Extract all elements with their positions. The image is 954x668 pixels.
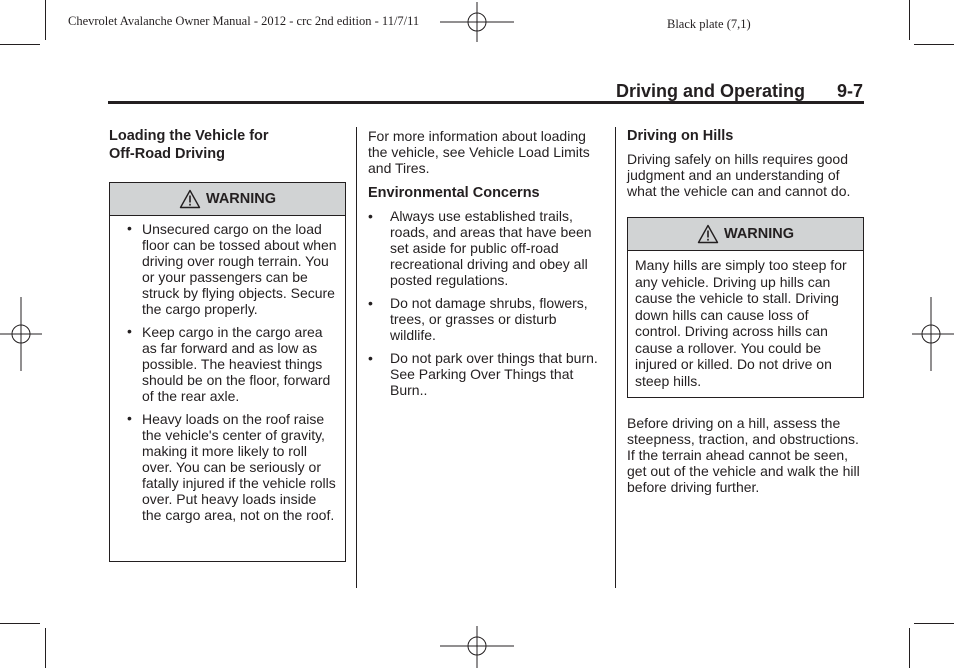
warning-header bbox=[628, 218, 863, 251]
list-item-text: Heavy loads on the roof raise the vehicle's center of gravity, making it more likely to roll over. You can be seriously or fatally injured if the vehicle rolls over. Put heavy loads inside the cargo area, not on the roof. bbox=[142, 411, 336, 523]
warning-list bbox=[110, 216, 345, 523]
section-heading bbox=[109, 127, 347, 163]
crop-mark bbox=[914, 623, 954, 624]
registration-mark-top bbox=[440, 2, 514, 42]
list-item bbox=[127, 220, 337, 317]
hills-intro: Driving safely on hills requires good judgment and an understanding of what the vehicle can and cannot do. bbox=[627, 151, 851, 199]
registration-mark-right bbox=[912, 297, 954, 371]
list-item-text: Do not park over things that burn. See Parking Over Things that Burn.. bbox=[390, 350, 598, 398]
manual-info: Chevrolet Avalanche Owner Manual - 2012 - crc 2nd edition - 11/7/11 bbox=[68, 14, 420, 28]
plate-label: Black plate (7,1) bbox=[667, 17, 751, 31]
column-1 bbox=[109, 127, 347, 562]
warning-box bbox=[109, 182, 346, 562]
list-item bbox=[127, 323, 337, 404]
list-item bbox=[368, 350, 604, 398]
crop-mark bbox=[45, 628, 46, 668]
crop-mark bbox=[0, 623, 40, 624]
heading-line: Loading the Vehicle for bbox=[109, 128, 269, 144]
bullet-icon: • bbox=[368, 295, 373, 311]
list-item-text: Do not damage shrubs, flowers, trees, or grasses or disturb wildlife. bbox=[390, 295, 588, 343]
section-heading: Environmental Concerns bbox=[368, 185, 540, 201]
registration-mark-left bbox=[0, 297, 42, 371]
section-header bbox=[616, 81, 863, 102]
page-number: 9-7 bbox=[836, 81, 863, 101]
warning-label: WARNING bbox=[723, 226, 795, 242]
hills-outro: Before driving on a hill, assess the steepness, traction, and obstructions. If the terrain ahead cannot be seen, get out of the vehicle and walk the hill before driving further. bbox=[627, 415, 860, 495]
crop-mark bbox=[909, 628, 910, 668]
crop-mark bbox=[909, 0, 910, 40]
list-item-text: Always use established trails, roads, and areas that have been set aside for public off-road recreational driving and obey all posted regulations. bbox=[390, 208, 592, 288]
list-item bbox=[368, 295, 604, 343]
section-title: Driving and Operating bbox=[615, 81, 805, 101]
warning-header bbox=[110, 183, 345, 216]
list-item bbox=[127, 410, 337, 523]
warning-icon bbox=[697, 224, 719, 244]
list-item bbox=[368, 208, 604, 288]
bullet-icon: • bbox=[368, 350, 373, 366]
crop-mark bbox=[0, 44, 40, 45]
column-divider bbox=[356, 127, 357, 588]
registration-mark-bottom bbox=[440, 626, 514, 668]
environmental-list bbox=[368, 208, 604, 398]
column-2 bbox=[368, 128, 604, 398]
list-item-text: Unsecured cargo on the load floor can be tossed about when driving over rough terrain. You or your passengers can be struck by flying objects. Secure the cargo properly. bbox=[142, 221, 337, 317]
warning-icon bbox=[179, 189, 201, 209]
bullet-icon: • bbox=[127, 220, 132, 236]
column-divider bbox=[615, 127, 616, 588]
crop-mark bbox=[45, 0, 46, 40]
warning-label: WARNING bbox=[205, 191, 277, 207]
section-heading: Driving on Hills bbox=[627, 128, 734, 144]
heading-line: Off-Road Driving bbox=[109, 146, 225, 162]
header-rule bbox=[108, 101, 864, 104]
bullet-icon: • bbox=[368, 208, 373, 224]
crop-mark bbox=[914, 44, 954, 45]
column-3 bbox=[627, 127, 864, 495]
warning-text: Many hills are simply too steep for any vehicle. Driving up hills can cause the vehicle to stall. Driving down hills can cause loss of control. Driving across hills can cause a rollover. You could be injured or killed. Do not drive on steep hills. bbox=[635, 257, 847, 389]
bullet-icon: • bbox=[127, 410, 132, 426]
loading-info: For more information about loading the vehicle, see Vehicle Load Limits and Tires. bbox=[368, 128, 590, 176]
warning-box bbox=[627, 217, 864, 398]
bullet-icon: • bbox=[127, 323, 132, 339]
list-item-text: Keep cargo in the cargo area as far forward and as low as possible. The heaviest things should be on the floor, forward of the rear axle. bbox=[142, 324, 331, 404]
